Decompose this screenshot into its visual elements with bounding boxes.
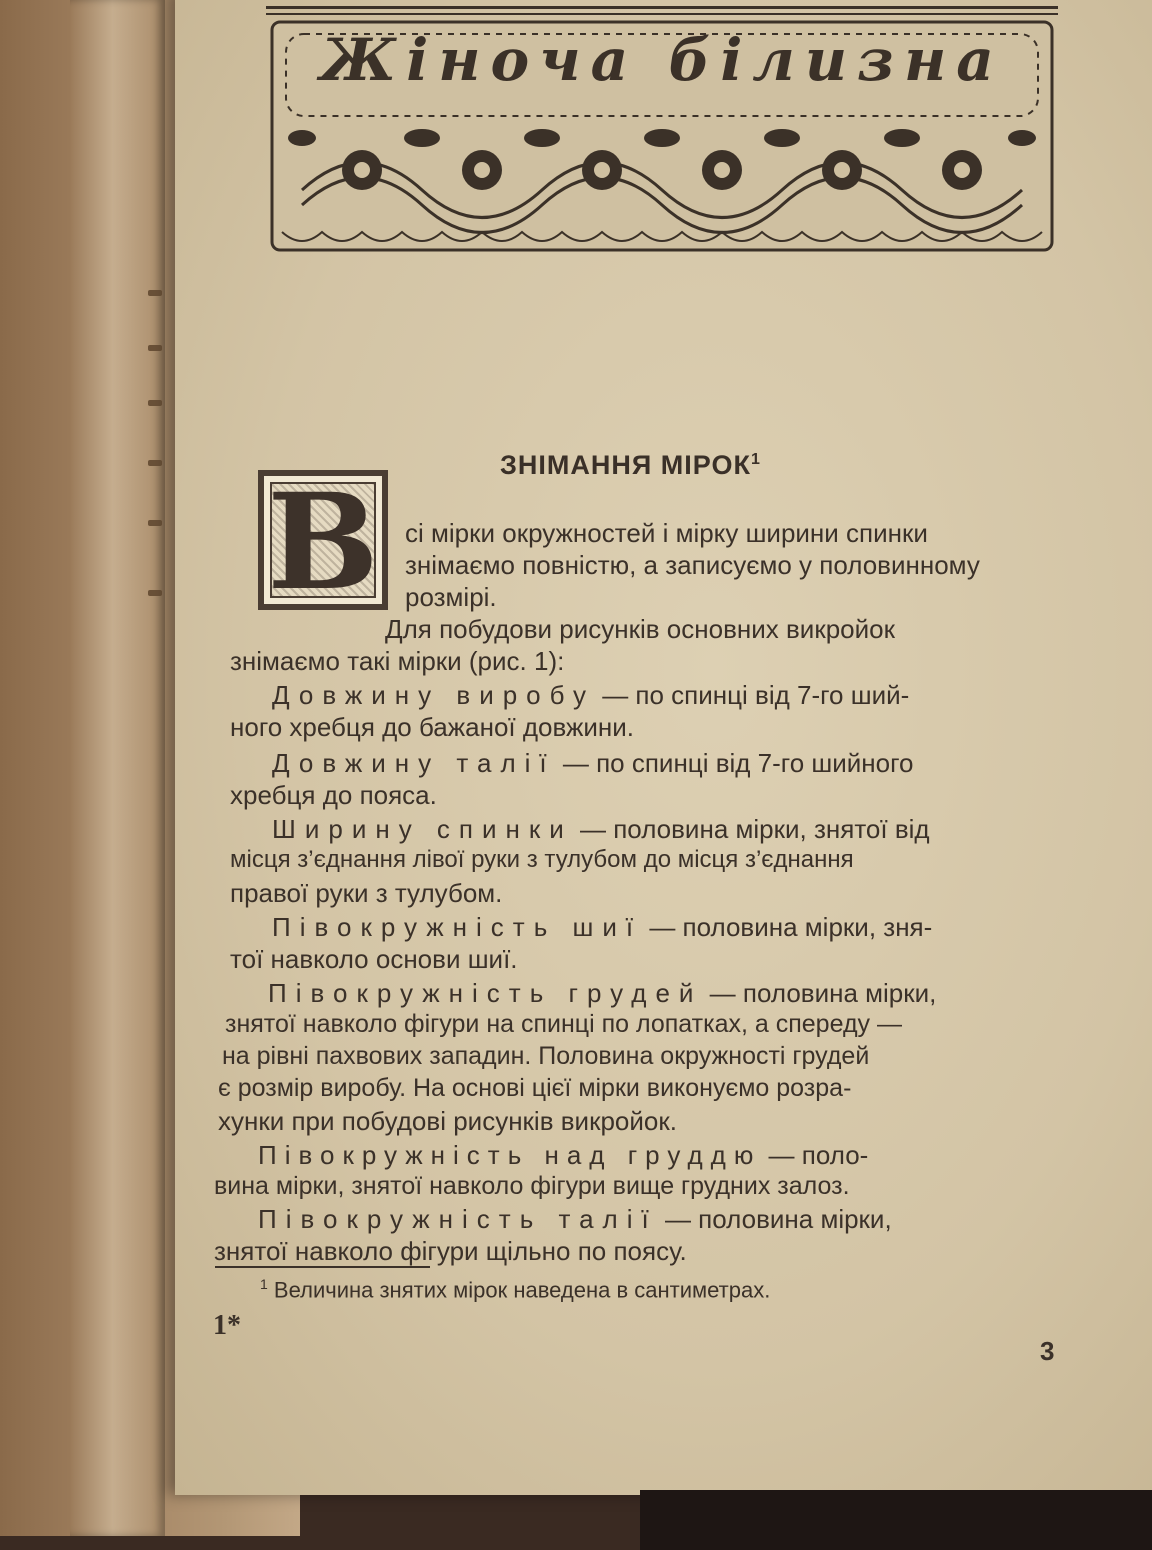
text-line <box>258 1140 868 1171</box>
text-line: розмірі. <box>405 582 497 612</box>
footnote-mark: 1 <box>260 1276 268 1292</box>
text-line: знятої навколо фігури на спинці по лопатках, а спереду — <box>225 1010 902 1038</box>
stitch-mark <box>148 290 162 296</box>
decorative-banner <box>262 0 1062 258</box>
text-line: ного хребця до бажаної довжини. <box>230 712 635 742</box>
text-line <box>268 978 936 1009</box>
section-heading <box>500 450 761 481</box>
text-line <box>258 1204 892 1235</box>
text-line: сі мірки окружностей і мірку ширини спинки <box>405 518 928 548</box>
stitch-mark <box>148 345 162 351</box>
stitch-mark <box>148 400 162 406</box>
term: Довжину виробу <box>272 680 595 710</box>
stitch-mark <box>148 590 162 596</box>
definition: — половина мірки, <box>657 1204 892 1234</box>
page-number: 3 <box>1040 1336 1055 1366</box>
text-line <box>272 680 909 711</box>
text-line: на рівні пахвових западин. Половина окружності грудей <box>222 1042 870 1070</box>
text-line <box>272 912 932 943</box>
signature-mark: 1* <box>213 1310 241 1341</box>
drop-cap <box>258 465 388 620</box>
text-line: вина мірки, знятої навколо фігури вище грудних залоз. <box>214 1172 850 1200</box>
book-spine <box>70 0 165 1536</box>
text-line: знімаємо повністю, а записуємо у половинному <box>405 550 980 580</box>
definition: — половина мірки, зня- <box>642 912 933 942</box>
text-line: є розмір виробу. На основі цієї мірки виконуємо розра- <box>218 1074 852 1102</box>
text-line: знімаємо такі мірки (рис. 1): <box>230 646 565 676</box>
definition: — половина мірки, <box>702 978 937 1008</box>
term: Півокружність над груддю <box>258 1140 762 1170</box>
term: Півокружність грудей <box>268 978 703 1008</box>
definition: — по спинці від 7-го шийного <box>555 748 914 778</box>
banner-title: Жіноча білизна <box>320 26 1004 94</box>
text-line: Для побудови рисунків основних викройок <box>385 614 895 644</box>
term: Ширину спинки <box>272 814 573 844</box>
text-line: знятої навколо фігури щільно по поясу. <box>214 1236 687 1266</box>
term: Довжину талії <box>272 748 556 778</box>
stitch-mark <box>148 460 162 466</box>
background-shadow <box>640 1490 1152 1550</box>
term: Півокружність талії <box>258 1204 658 1234</box>
text-line: правої руки з тулубом. <box>230 878 503 908</box>
footnote-reference: 1 <box>750 451 761 468</box>
definition: — поло- <box>761 1140 869 1170</box>
footnote-rule <box>215 1266 430 1268</box>
text-line: тої навколо основи шиї. <box>230 944 518 974</box>
text-line: місця з’єднання лівої руки з тулубом до місця з’єднання <box>230 846 854 873</box>
drop-cap-letter: В <box>267 465 379 620</box>
text-line <box>272 814 930 845</box>
definition: — половина мірки, знятої від <box>572 814 930 844</box>
section-heading-text: ЗНІМАННЯ МІРОК <box>500 450 751 480</box>
footnote-text: Величина знятих мірок наведена в сантиметрах. <box>273 1277 771 1303</box>
definition: — по спинці від 7-го ший- <box>594 680 910 710</box>
stitch-mark <box>148 520 162 526</box>
text-line: хунки при побудові рисунків викройок. <box>218 1106 677 1136</box>
term: Півокружність шиї <box>272 912 643 942</box>
footnote <box>260 1276 770 1303</box>
text-line: хребця до пояса. <box>230 780 437 810</box>
text-line <box>272 748 914 779</box>
